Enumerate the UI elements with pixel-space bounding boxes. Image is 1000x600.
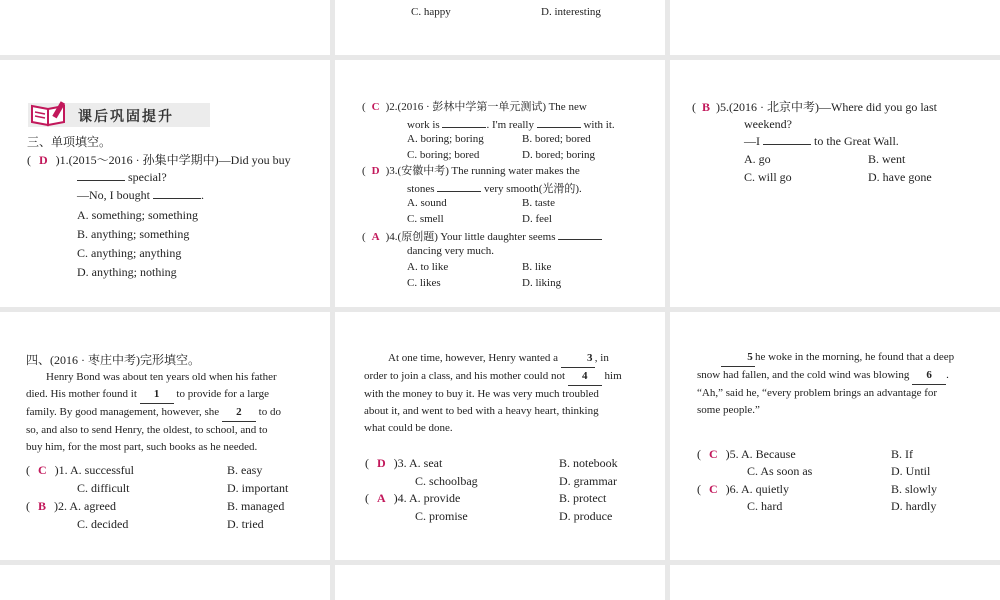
option-b: B. went bbox=[868, 152, 906, 166]
panel-bottom-left bbox=[0, 565, 330, 600]
question-1-line3: —No, I bought . bbox=[77, 188, 204, 202]
section-title: 三、单项填空。 bbox=[27, 135, 112, 149]
option-d: D. feel bbox=[522, 213, 552, 225]
option-b: B. bored; bored bbox=[522, 133, 591, 145]
section-header-title: 课后巩固提升 bbox=[78, 109, 174, 125]
answer: A bbox=[377, 491, 386, 505]
question-1-line2: special? bbox=[77, 169, 167, 185]
option-d: D. interesting bbox=[541, 6, 601, 18]
option-b: B. protect bbox=[559, 491, 607, 505]
option-b: B. If bbox=[891, 447, 913, 461]
passage: Henry Bond was about ten years old when his father died. His mother found it 1 to provide for a large family. By good management, however, she 2 to do so, and also to send Henry, the oldest, to school, and to buy him, for the most part, such books as he needed. bbox=[26, 371, 281, 453]
question-4: ( A )4. A. provide bbox=[365, 491, 461, 505]
answer: C bbox=[38, 463, 47, 477]
question-4-line2: dancing very much. bbox=[407, 245, 495, 257]
option-b: B. taste bbox=[522, 197, 555, 209]
panel-top-left bbox=[0, 0, 330, 55]
option-d: D. have gone bbox=[868, 170, 932, 184]
panel-bottom-right bbox=[670, 565, 1000, 600]
passage: 5 he woke in the morning, he found that a deep snow had fallen, and the cold wind was blowing 6 . “Ah,” said he, “every problem brings an advantage for some people.” bbox=[697, 351, 955, 416]
section-title: 四、(2016 · 枣庄中考)完形填空。 bbox=[26, 353, 200, 367]
panel-bottom-middle bbox=[335, 565, 665, 600]
option-b: B. managed bbox=[227, 499, 285, 513]
question-4: ( A )4.(原创题) Your little daughter seems bbox=[362, 228, 602, 244]
question-1: ( C )1. A. successful bbox=[26, 463, 134, 477]
option-d: D. grammar bbox=[559, 474, 617, 488]
option-d: D. hardly bbox=[891, 499, 937, 513]
option-c: C. will go bbox=[744, 170, 792, 184]
book-pencil-icon bbox=[30, 100, 70, 128]
option-d: D. bored; boring bbox=[522, 149, 596, 161]
option-c: C. hard bbox=[747, 499, 783, 513]
option-c: C. As soon as bbox=[747, 464, 813, 478]
panel-row1-right bbox=[670, 60, 1000, 307]
passage: At one time, however, Henry wanted a 3 , in order to join a class, and his mother could not 4 him with the money to buy it. He was very much troubled about it, and went to bed with a heavy heart, thinking what could be done. bbox=[364, 352, 622, 434]
question-5-line2: weekend? bbox=[744, 117, 792, 131]
answer: C bbox=[709, 482, 718, 496]
option-a: A. sound bbox=[407, 197, 447, 209]
option-a: A. something; something bbox=[77, 208, 198, 222]
question-5: ( C )5. A. Because bbox=[697, 447, 796, 461]
option-c: C. boring; bored bbox=[407, 149, 480, 161]
option-c: C. anything; anything bbox=[77, 246, 182, 260]
option-c: C. smell bbox=[407, 213, 444, 225]
question-3-line2: stones very smooth(光滑的). bbox=[407, 180, 582, 196]
question-5: ( B )5.(2016 · 北京中考)—Where did you go last bbox=[692, 100, 937, 114]
answer: C bbox=[709, 447, 718, 461]
question-3: ( D )3.(安徽中考) The running water makes the bbox=[362, 165, 580, 177]
option-b: B. notebook bbox=[559, 456, 618, 470]
option-d: D. Until bbox=[891, 464, 931, 478]
question-3: ( D )3. A. seat bbox=[365, 456, 443, 470]
question-2-line2: work is . I'm really with it. bbox=[407, 116, 615, 132]
answer: B bbox=[38, 499, 47, 513]
answer: C bbox=[371, 101, 380, 113]
question-6: ( C )6. A. quietly bbox=[697, 482, 790, 496]
option-c: C. schoolbag bbox=[415, 474, 478, 488]
answer: A bbox=[371, 231, 380, 243]
option-d: D. tried bbox=[227, 517, 264, 531]
option-c: C. happy bbox=[411, 6, 451, 18]
option-b: B. like bbox=[522, 261, 552, 273]
question-1: ( D )1.(2015～2016 · 孙集中学期中)—Did you buy bbox=[27, 153, 291, 167]
question-2: ( B )2. A. agreed bbox=[26, 499, 116, 513]
option-d: D. anything; nothing bbox=[77, 265, 177, 279]
option-c: C. difficult bbox=[77, 481, 130, 495]
option-d: D. liking bbox=[522, 277, 562, 289]
option-a: A. to like bbox=[407, 261, 449, 273]
option-b: B. anything; something bbox=[77, 227, 190, 241]
option-d: D. produce bbox=[559, 509, 613, 523]
option-a: A. go bbox=[744, 152, 771, 166]
option-b: B. easy bbox=[227, 463, 263, 477]
answer: D bbox=[371, 165, 380, 177]
question-5-line3: —I to the Great Wall. bbox=[744, 134, 899, 148]
option-c: C. likes bbox=[407, 277, 441, 289]
option-c: C. decided bbox=[77, 517, 129, 531]
panel-top-right bbox=[670, 0, 1000, 55]
answer: D bbox=[377, 456, 386, 470]
question-2: ( C )2.(2016 · 彭林中学第一单元测试) The new bbox=[362, 101, 587, 113]
option-b: B. slowly bbox=[891, 482, 938, 496]
panel-top-middle bbox=[335, 0, 665, 55]
option-a: A. boring; boring bbox=[407, 133, 484, 145]
option-d: D. important bbox=[227, 481, 289, 495]
option-c: C. promise bbox=[415, 509, 468, 523]
answer: D bbox=[39, 153, 48, 167]
answer: B bbox=[702, 100, 711, 114]
